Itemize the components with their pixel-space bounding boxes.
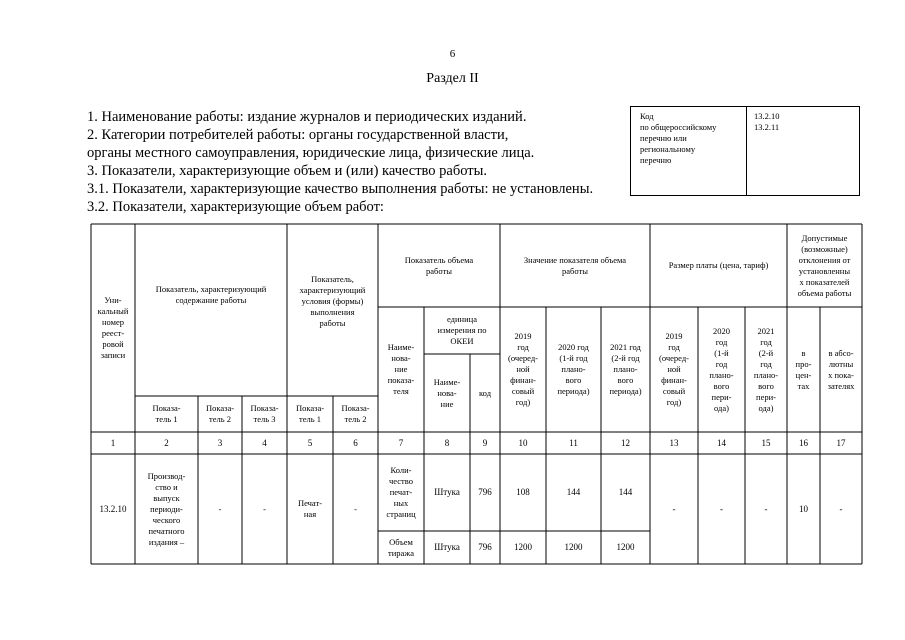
column-number-text: 11	[569, 437, 578, 448]
intro-line: 1. Наименование работы: издание журналов и периодических изданий.	[87, 109, 527, 125]
cell-content-1-text: Производ- ство и выпуск периоди- ческого печатного издания –	[147, 470, 186, 547]
cell-value-2019-text: 108	[516, 487, 530, 497]
cell-code-text: 796	[478, 487, 492, 497]
code-box-values: 13.2.10 13.2.11	[754, 111, 780, 132]
intro-line: органы местного самоуправления, юридические лица, физические лица.	[87, 145, 535, 161]
header-unit-okei-text: единица измерения по ОКЕИ	[437, 314, 487, 346]
header-year-2021	[601, 307, 650, 432]
cell-unit	[424, 531, 470, 564]
header-fee-2020-text: 2020 год (1-й год плано- вого пери- ода)	[709, 325, 734, 413]
cell-fee-2020	[698, 454, 745, 564]
cell-percent-text: 10	[799, 503, 808, 514]
cell-content-3-text: -	[263, 503, 266, 514]
header-condition-ind1-text: Показа- тель 1	[295, 403, 325, 424]
header-unit-name	[424, 354, 470, 432]
header-content-ind2	[198, 396, 242, 432]
intro-line: 2. Категории потребителей работы: органы государственной власти,	[87, 127, 509, 143]
intro-line: 3.1. Показатели, характеризующие качество выполнения работы: не установлены.	[87, 181, 594, 197]
cell-unit	[424, 454, 470, 531]
column-number-text: 2	[164, 437, 169, 448]
cell-value-2021-text: 1200	[616, 542, 635, 552]
cell-value-2020-text: 144	[566, 487, 581, 497]
cell-condition-1	[287, 454, 333, 564]
column-number-text: 4	[262, 437, 267, 448]
cell-content-1	[135, 454, 198, 564]
cell-code	[470, 531, 500, 564]
header-fee-2020	[698, 307, 745, 432]
header-volume-indicator	[378, 224, 500, 307]
header-fee-size-text: Размер платы (цена, тариф)	[668, 260, 769, 270]
header-content-indicator-text: Показатель, характеризующий содержание работы	[155, 284, 267, 305]
header-year-2019	[500, 307, 546, 432]
cell-fee-2021	[745, 454, 787, 564]
cell-value-2019	[500, 454, 546, 531]
header-condition-ind1	[287, 396, 333, 432]
column-number	[787, 432, 820, 454]
column-number	[378, 432, 424, 454]
cell-unit-text: Штука	[434, 487, 460, 497]
cell-value-2019	[500, 531, 546, 564]
cell-code	[470, 454, 500, 531]
intro-line: 3.2. Показатели, характеризующие объем работ:	[87, 199, 384, 215]
column-number	[242, 432, 287, 454]
header-percent	[787, 307, 820, 432]
cell-condition-2	[333, 454, 378, 564]
cell-fee-2019-text: -	[672, 503, 676, 514]
code-box-label: Код по общероссийскому перечню или региональному перечню	[640, 111, 717, 165]
header-unit-name-text: Наиме- нова- ние	[433, 376, 461, 409]
header-unique-number-text: Уни- кальный номер реест- ровой записи	[97, 295, 129, 360]
cell-code-text: 796	[478, 542, 492, 552]
cell-registry-number-text: 13.2.10	[99, 503, 127, 514]
cell-absolute	[820, 454, 862, 564]
cell-value-2020	[546, 531, 601, 564]
cell-content-3	[242, 454, 287, 564]
header-conditions-indicator	[287, 274, 378, 396]
cell-value-2020	[546, 454, 601, 531]
cell-value-2020-text: 1200	[564, 542, 583, 552]
column-number	[650, 432, 698, 454]
cell-value-2021	[601, 454, 650, 531]
cell-value-2021	[601, 531, 650, 564]
header-indicator-name	[378, 307, 424, 432]
page-number: 6	[449, 48, 456, 60]
header-code	[470, 354, 500, 432]
cell-fee-2020-text: -	[720, 503, 723, 514]
intro-line: 3. Показатели, характеризующие объем и (или) качество работы.	[87, 163, 488, 179]
header-content-ind1-text: Показа- тель 1	[152, 403, 181, 424]
column-number-text: 15	[761, 437, 771, 448]
header-volume-indicator-text: Показатель объема работы	[404, 254, 474, 276]
header-conditions-indicator-text: Показатель, характеризующий условия (формы) выполнения работы	[299, 274, 366, 328]
cell-percent	[787, 454, 820, 564]
column-number-text: 13	[669, 437, 679, 448]
cell-fee-2021-text: -	[764, 503, 768, 514]
header-year-2020-text: 2020 год (1-й год плано- вого периода)	[557, 342, 590, 396]
column-number-text: 14	[717, 437, 726, 448]
header-unique-number	[91, 224, 135, 432]
section-title: Раздел II	[426, 71, 479, 86]
column-number	[820, 432, 862, 454]
header-year-2020	[546, 307, 601, 432]
header-year-2019-text: 2019 год (очеред- ной финан- совый год)	[508, 331, 538, 407]
header-fee-size	[650, 224, 787, 307]
column-number	[546, 432, 601, 454]
cell-content-2-text: -	[218, 503, 222, 514]
header-deviations-text: Допустимые (возможные) отклонения от установленны х показателей объема работы	[797, 232, 852, 298]
column-number	[470, 432, 500, 454]
cell-indicator-name-text: Коли- чество печат- ных страниц	[386, 465, 416, 519]
header-volume-value	[500, 224, 650, 307]
header-content-ind2-text: Показа- тель 2	[205, 403, 235, 424]
cell-indicator-name	[378, 531, 424, 564]
column-number	[424, 432, 470, 454]
column-number	[333, 432, 378, 454]
header-absolute-text: в абсо- лютны х пока- зателях	[827, 347, 855, 391]
header-unit-okei	[424, 307, 500, 354]
header-percent-text: в про- цен- тах	[795, 347, 812, 391]
cell-absolute-text: -	[839, 503, 843, 514]
column-number	[745, 432, 787, 454]
cell-registry-number	[91, 454, 135, 564]
column-number	[500, 432, 546, 454]
column-number-text: 6	[353, 437, 358, 448]
header-code-text: код	[478, 387, 492, 398]
header-indicator-name-text: Наиме- нова- ние показа- теля	[387, 342, 415, 396]
header-fee-2021-text: 2021 год (2-й год плано- вого пери- ода)	[753, 325, 779, 413]
header-content-ind1	[135, 396, 198, 432]
header-fee-2021	[745, 307, 787, 432]
header-content-indicator	[135, 284, 287, 396]
column-number	[135, 432, 198, 454]
column-number-text: 17	[836, 437, 846, 448]
header-fee-2019	[650, 307, 698, 432]
column-number-text: 12	[621, 437, 630, 448]
column-number	[91, 432, 135, 454]
cell-condition-2-text: -	[354, 503, 357, 514]
cell-content-2	[198, 454, 242, 564]
column-number-text: 8	[444, 437, 450, 448]
column-number	[698, 432, 745, 454]
header-content-ind3	[242, 396, 287, 432]
column-number-text: 1	[110, 437, 116, 448]
cell-indicator-name-text: Объем тиража	[388, 536, 414, 558]
column-number-text: 7	[398, 437, 404, 448]
column-number-text: 5	[307, 437, 313, 448]
header-fee-2019-text: 2019 год (очеред- ной финан- совый год)	[659, 331, 689, 407]
cell-fee-2019	[650, 454, 698, 564]
column-number-text: 3	[217, 437, 223, 448]
header-condition-ind2-text: Показа- тель 2	[341, 403, 370, 424]
header-condition-ind2	[333, 396, 378, 432]
header-content-ind3-text: Показа- тель 3	[250, 403, 279, 424]
cell-value-2021-text: 144	[618, 487, 633, 497]
column-number	[601, 432, 650, 454]
cell-condition-1-text: Печат- ная	[297, 498, 323, 519]
column-number	[287, 432, 333, 454]
header-absolute	[820, 307, 862, 432]
cell-unit-text: Штука	[434, 542, 460, 552]
header-deviations	[787, 224, 862, 307]
header-year-2021-text: 2021 год (2-й год плано- вого периода)	[609, 342, 642, 396]
column-number-text: 16	[799, 437, 808, 448]
cell-value-2019-text: 1200	[514, 542, 532, 552]
column-number-text: 9	[482, 437, 488, 448]
header-volume-value-text: Значение показателя объема работы	[523, 254, 627, 276]
column-number-text: 10	[518, 437, 528, 448]
cell-indicator-name	[378, 454, 424, 531]
column-number	[198, 432, 242, 454]
